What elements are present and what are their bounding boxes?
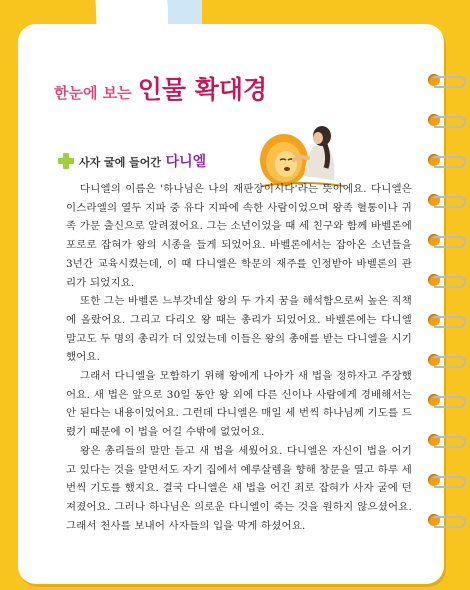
plus-icon	[58, 153, 74, 169]
spiral-ring	[426, 470, 466, 490]
spiral-ring	[426, 110, 466, 130]
spiral-binding	[426, 70, 466, 550]
page-title-small: 한눈에 보는	[54, 84, 132, 102]
page-title	[54, 70, 267, 106]
spiral-ring	[426, 390, 466, 410]
spiral-ring	[426, 150, 466, 170]
spiral-ring	[426, 310, 466, 330]
page-title-big: 인물 확대경	[137, 75, 268, 104]
section-lead: 사자 굴에 들어간	[79, 156, 162, 169]
spiral-ring	[426, 70, 466, 90]
section-heading	[58, 151, 206, 171]
section-name: 다니엘	[165, 154, 207, 170]
spiral-ring	[426, 350, 466, 370]
spiral-ring	[426, 510, 466, 530]
spiral-ring	[426, 430, 466, 450]
paragraph: 또한 그는 바벨론 느부갓네살 왕의 두 가지 꿈을 해석함으로써 높은 직책에 올랐어요. 그리고 다리오 왕 때는 총리가 되었어요. 바벨론에는 다니엘 말고도 두 명의 총리가 더 있었는데 이들은 왕의 총애를 받는 다니엘을 시기했어요.	[66, 295, 412, 364]
spiral-ring	[426, 230, 466, 250]
paragraph: 다니엘의 이름은 '하나님은 나의 재판장이시다'라는 뜻이에요. 다니엘은 이스라엘의 열두 지파 중 유다 지파에 속한 사람이었으며 왕족 혈통이나 귀족 가문 출신으로 알려졌어요. 그는 소년이었을 때 세 친구와 함께 바벨론에 포로로 잡혀가 왕의 시종을 들게 되었어요. 바벨론에서는 잡아온 소년들을 3년간 교육시켰는데, 이 때 다니엘은 학문의 재주를 인정받아 바벨론의 관리가 되었지요.	[66, 183, 412, 289]
paragraph: 왕은 총리들의 말만 듣고 새 법을 세웠어요. 다니엘은 자신이 법을 어기고 있다는 것을 알면서도 자기 집에서 예루살렘을 향해 창문을 열고 하루 세 번씩 기도를 했지요. 결국 다니엘은 새 법을 어긴 죄로 잡혀가 사자 굴에 던져졌어요. 그러나 하나님은 의로운 다니엘이 죽는 것을 원하지 않으셨어요. 그래서 천사를 보내어 사자들의 입을 막게 하셨어요.	[66, 444, 412, 532]
spiral-ring	[426, 190, 466, 210]
paragraph: 그래서 다니엘을 모함하기 위해 왕에게 나아가 새 법을 정하자고 주장했어요. 새 법은 앞으로 30일 동안 왕 외에 다른 신이나 사람에게 경배해서는 안 된다는 내용이었어요. 그런데 다니엘은 매일 세 번씩 하나님께 기도를 드렸기 때문에 이 법을 어길 수밖에 없었어요.	[66, 370, 412, 439]
article-body	[66, 180, 412, 535]
spiral-ring	[426, 270, 466, 290]
